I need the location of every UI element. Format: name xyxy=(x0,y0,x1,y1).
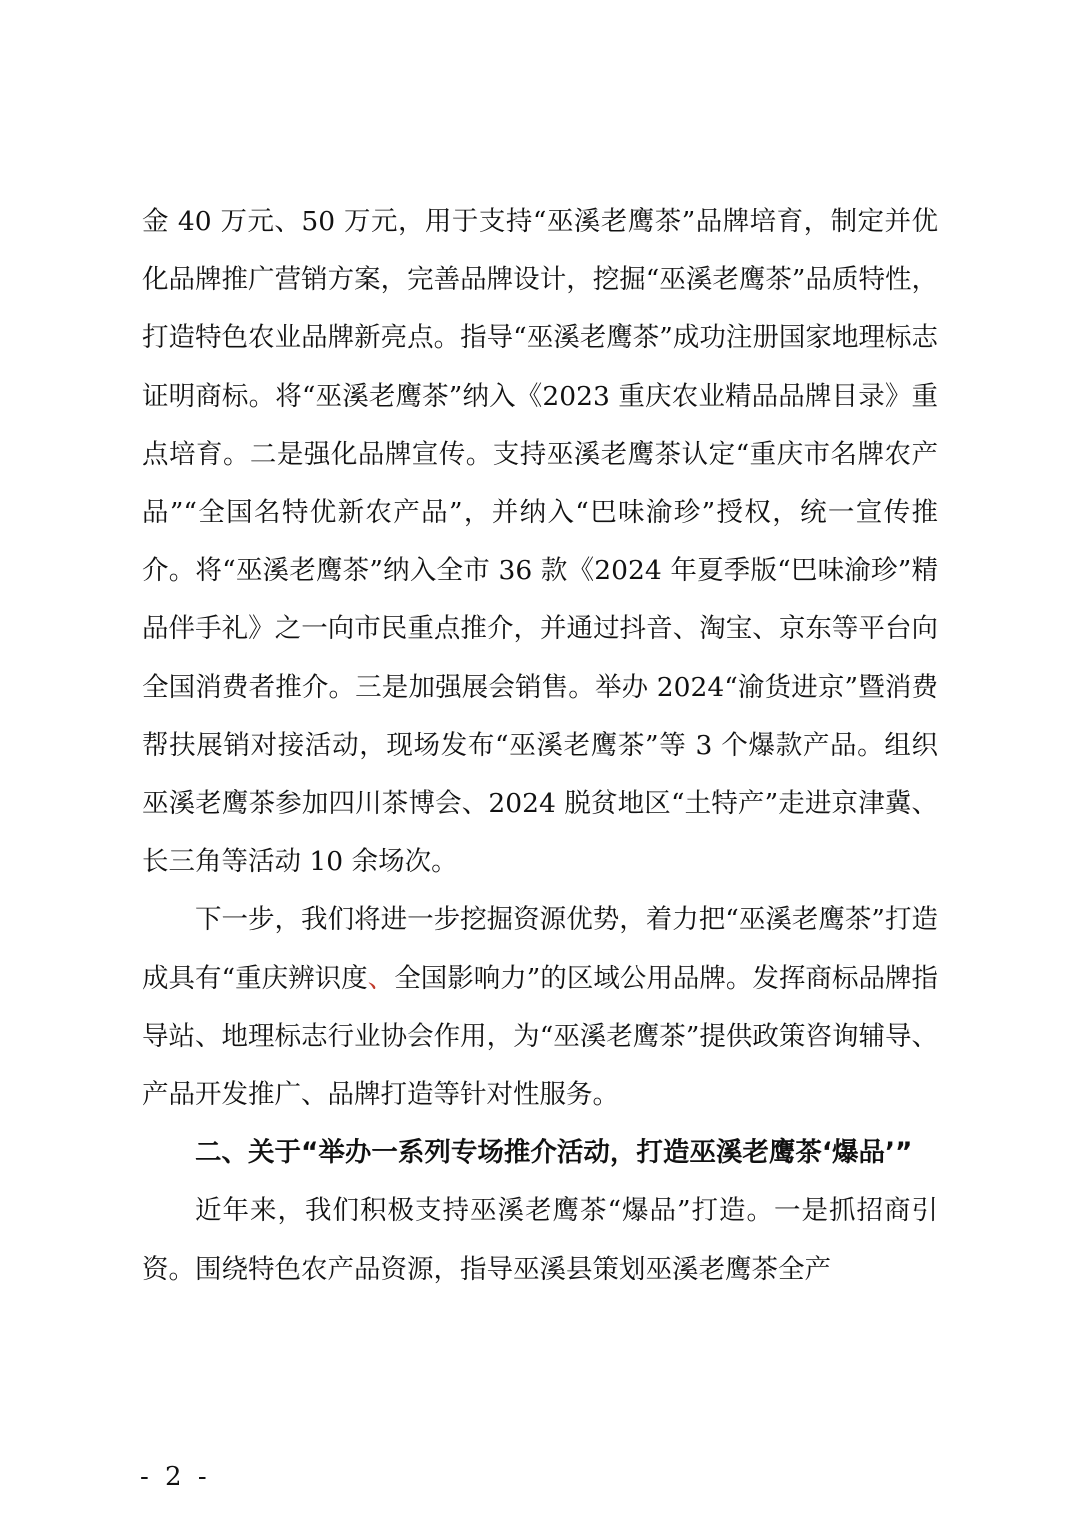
next-steps-text-after: 全国影响力”的区域公用品牌。发挥商标品牌指导站、地理标志行业协会作用，为“巫溪老鹰茶”提供政策咨询辅导、产品开发推广、品牌打造等针对性服务。 xyxy=(142,962,938,1111)
page-number: - 2 - xyxy=(140,1462,211,1492)
paragraph-brand-cultivation: 金 40 万元、50 万元，用于支持“巫溪老鹰茶”品牌培育，制定并优化品牌推广营销方案，完善品牌设计，挖掘“巫溪老鹰茶”品质特性，打造特色农业品牌新亮点。指导“巫溪老鹰茶”成功注册国家地理标志证明商标。将“巫溪老鹰茶”纳入《2023 重庆农业精品品牌目录》重点培育。二是强化品牌宣传。支持巫溪老鹰茶认定“重庆市名牌农产品”“全国名特优新农产品”，并纳入“巴味渝珍”授权，统一宣传推介。将“巫溪老鹰茶”纳入全市 36 款《2024 年夏季版“巴味渝珍”精品伴手礼》之一向市民重点推介，并通过抖音、淘宝、京东等平台向全国消费者推介。三是加强展会销售。举办 2024“渝货进京”暨消费帮扶展销对接活动，现场发布“巫溪老鹰茶”等 3 个爆款产品。组织巫溪老鹰茶参加四川茶博会、2024 脱贫地区“土特产”走进京津冀、长三角等活动 10 余场次。 xyxy=(142,206,938,878)
document-body xyxy=(142,193,938,1299)
next-steps-text-before: 下一步，我们将进一步挖掘资源优势，着力把“巫溪老鹰茶”打造成具有“重庆辨识度 xyxy=(142,904,938,994)
red-enumeration-mark: 、 xyxy=(367,962,395,994)
paragraph-next-steps xyxy=(142,891,938,1124)
section-heading-2: 二、关于“举办一系列专场推介活动，打造巫溪老鹰茶‘爆品’” xyxy=(195,1137,913,1169)
paragraph-hot-products: 近年来，我们积极支持巫溪老鹰茶“爆品”打造。一是抓招商引资。围绕特色农产品资源，指导巫溪县策划巫溪老鹰茶全产 xyxy=(142,1195,938,1285)
